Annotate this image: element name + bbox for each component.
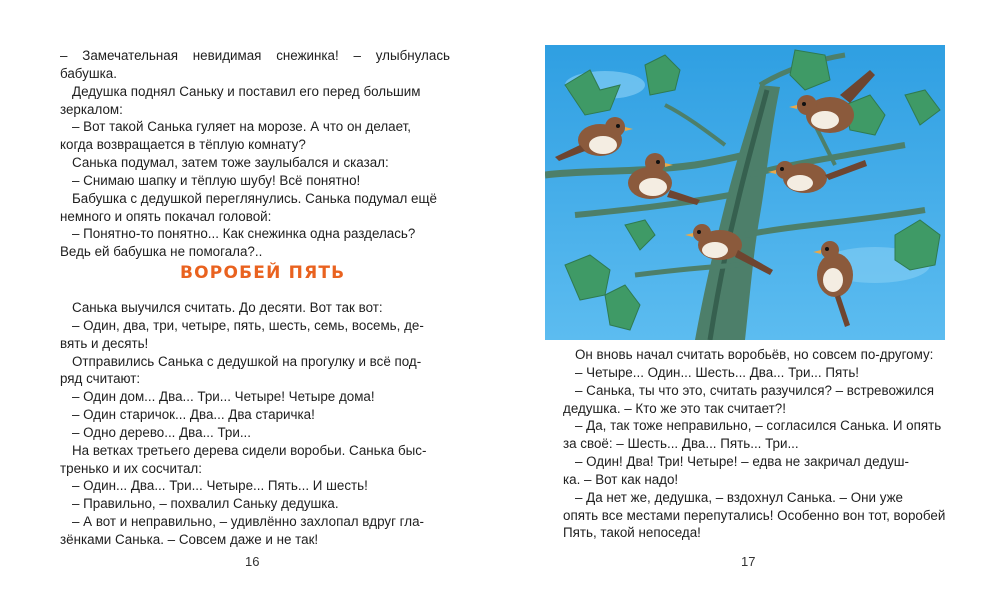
paragraph: – Четыре... Один... Шесть... Два... Три... Пять! [575, 364, 860, 380]
paragraph: На ветках третьего дерева сидели воробьи. Санька быс- тренько и их сосчитал: [60, 442, 427, 476]
paragraph: – Один, два, три, четыре, пять, шесть, семь, восемь, де- вять и десять! [60, 317, 424, 351]
paragraph: – Вот такой Санька гуляет на морозе. А что он делает, когда возвращается в тёплую комнату? [60, 119, 411, 153]
paragraph: – Один дом... Два... Три... Четыре! Четыре дома! [72, 389, 375, 405]
paragraph: – Одно дерево... Два... Три... [72, 424, 251, 440]
paragraph: Санька подумал, затем тоже заулыбался и сказал: [72, 155, 389, 171]
paragraph: Санька выучился считать. До десяти. Вот так вот: [72, 300, 383, 315]
right-text [563, 346, 953, 542]
paragraph: Он вновь начал считать воробьёв, но совсем по-другому: [575, 347, 934, 362]
page-number: 16 [245, 554, 260, 569]
sparrows-illustration [545, 45, 945, 340]
left-bottom-text [60, 299, 450, 549]
paragraph: – А вот и неправильно, – удивлённо захлопал вдруг гла- зёнками Санька. – Совсем даже и не так! [60, 514, 424, 547]
paragraph: – Один! Два! Три! Четыре! – едва не закричал дедуш- ка. – Вот как надо! [563, 454, 909, 487]
paragraph: – Да нет же, дедушка, – вздохнул Санька. – Они уже опять все местами перепутались! Особенно вон тот, воробей Пять, такой непоседа! [563, 489, 946, 541]
paragraph: Дедушка поднял Саньку и поставил его перед большим зеркалом: [60, 83, 421, 117]
paragraph: – Один... Два... Три... Четыре... Пять... И шесть! [72, 478, 368, 494]
paragraph: – Замечательная невидимая снежинка! – улыбнулась бабушка. [60, 48, 450, 81]
paragraph: – Снимаю шапку и тёплую шубу! Всё понятно! [72, 172, 361, 188]
left-top-text [60, 47, 450, 261]
paragraph: – Да, так тоже неправильно, – согласился Санька. И опять за своё: – Шесть... Два... Пять... Три... [563, 418, 942, 452]
paragraph: – Правильно, – похвалил Саньку дедушка. [72, 496, 339, 512]
page-number: 17 [741, 554, 756, 569]
paragraph: – Один старичок... Два... Два старичка! [72, 407, 315, 423]
paragraph: Бабушка с дедушкой переглянулись. Санька подумал ещё немного и опять покачал головой: [60, 190, 437, 224]
chapter-title: ВОРОБЕЙ ПЯТЬ [180, 263, 346, 283]
paragraph: Отправились Санька с дедушкой на прогулку и всё под- ряд считают: [60, 353, 422, 387]
paragraph: – Понятно-то понятно... Как снежинка одна разделась? Ведь ей бабушка не помогала?.. [60, 226, 416, 260]
sparrows-on-tree-image [545, 45, 945, 340]
paragraph: – Санька, ты что это, считать разучился? – встревожился дедушка. – Кто же это так считает?! [563, 382, 934, 416]
